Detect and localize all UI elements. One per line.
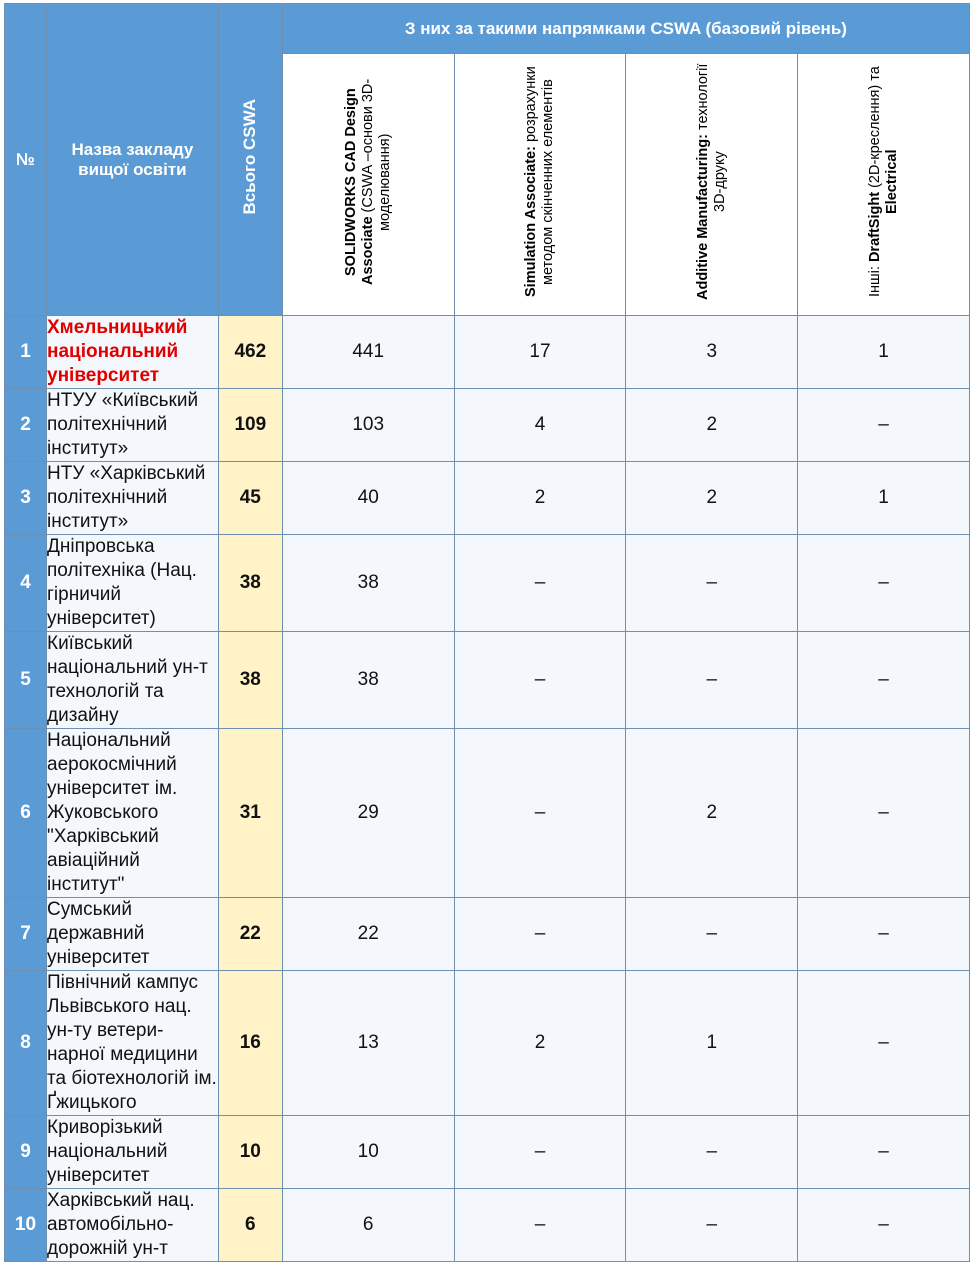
header-total-label: Всього CSWA [240,99,260,215]
direction-other-bold: DraftSight [866,192,883,263]
direction-additive-bold: Additive Manufacturing: [694,134,711,301]
other-count: – [798,389,970,462]
other-count: – [798,729,970,898]
table-row [5,462,970,535]
header-direction-cad [282,54,454,316]
table-row [5,389,970,462]
header-total [218,4,282,316]
row-number: 7 [5,898,47,971]
row-number: 1 [5,316,47,389]
university-name: НТУ «Харківський політехнічний інститут» [47,462,219,535]
additive-count: 1 [626,971,798,1116]
header-number: № [5,4,47,316]
header-direction-additive [626,54,798,316]
total-cswa: 10 [218,1116,282,1189]
university-name: Дніпровська політехніка (Нац. гірничий університет) [47,535,219,632]
table-row [5,1116,970,1189]
header-name: Назва закладу вищої освіти [47,4,219,316]
other-count: – [798,632,970,729]
simulation-count: – [454,1116,626,1189]
additive-count: – [626,1189,798,1262]
cad-count: 22 [282,898,454,971]
cad-count: 10 [282,1116,454,1189]
direction-cad-bold: SOLIDWORKS CAD Design Associate [342,88,376,286]
row-number: 8 [5,971,47,1116]
simulation-count: 17 [454,316,626,389]
row-number: 9 [5,1116,47,1189]
row-number: 4 [5,535,47,632]
cad-count: 6 [282,1189,454,1262]
other-count: – [798,1116,970,1189]
total-cswa: 38 [218,535,282,632]
direction-additive-desc: технології 3D-друку [694,63,728,213]
university-name: Криворізький національний університет [47,1116,219,1189]
university-name: Хмельницький національний університет [47,316,219,389]
header-direction-other [798,54,970,316]
cad-count: 29 [282,729,454,898]
university-name: Київський національний ун-т технологій та дизайну [47,632,219,729]
simulation-count: – [454,729,626,898]
row-number: 3 [5,462,47,535]
total-cswa: 22 [218,898,282,971]
other-count: 1 [798,316,970,389]
direction-simulation-bold: Simulation Associate: [522,146,539,298]
direction-other-bold2: Electrical [883,149,900,215]
table-row [5,632,970,729]
cad-count: 13 [282,971,454,1116]
other-count: – [798,971,970,1116]
simulation-count: – [454,1189,626,1262]
university-name: Національний аерокосмічний університет ім. Жуковського "Харківський авіаційний інститут" [47,729,219,898]
table-row [5,971,970,1116]
direction-simulation-desc: розрахунки методом скінченних елементів [522,66,556,285]
row-number: 10 [5,1189,47,1262]
university-name: НТУУ «Київський політехнічний інститут» [47,389,219,462]
simulation-count: 2 [454,462,626,535]
table-row [5,729,970,898]
total-cswa: 31 [218,729,282,898]
row-number: 5 [5,632,47,729]
additive-count: 2 [626,462,798,535]
other-count: – [798,1189,970,1262]
row-number: 2 [5,389,47,462]
total-cswa: 109 [218,389,282,462]
total-cswa: 462 [218,316,282,389]
simulation-count: 4 [454,389,626,462]
additive-count: 2 [626,729,798,898]
table-row [5,316,970,389]
simulation-count: – [454,898,626,971]
other-count: – [798,535,970,632]
cad-count: 103 [282,389,454,462]
university-name: Сумський державний університет [47,898,219,971]
header-directions-group: З них за такими напрямками CSWA (базовий рівень) [282,4,969,54]
additive-count: 2 [626,389,798,462]
additive-count: – [626,1116,798,1189]
total-cswa: 38 [218,632,282,729]
cad-count: 441 [282,316,454,389]
table-row [5,535,970,632]
table-row [5,1189,970,1262]
cswa-table [4,3,970,1262]
row-number: 6 [5,729,47,898]
university-name: Харківський нац. автомобільно-дорожній ун-т [47,1189,219,1262]
cad-count: 38 [282,535,454,632]
additive-count: – [626,898,798,971]
other-count: – [798,898,970,971]
additive-count: 3 [626,316,798,389]
university-name: Північний кампус Львівського нац. ун-ту ветери-нарної медицини та біотехнологій ім. Ґжицького [47,971,219,1116]
simulation-count: – [454,632,626,729]
total-cswa: 16 [218,971,282,1116]
simulation-count: – [454,535,626,632]
direction-cad-desc: (CSWA –основи 3D-моделювання) [359,78,393,231]
header-direction-simulation [454,54,626,316]
additive-count: – [626,535,798,632]
cad-count: 38 [282,632,454,729]
simulation-count: 2 [454,971,626,1116]
cad-count: 40 [282,462,454,535]
total-cswa: 6 [218,1189,282,1262]
direction-other-desc: (2D-креслення) та [866,66,883,193]
total-cswa: 45 [218,462,282,535]
additive-count: – [626,632,798,729]
direction-other-pre: Інші: [866,262,883,298]
table-row [5,898,970,971]
other-count: 1 [798,462,970,535]
